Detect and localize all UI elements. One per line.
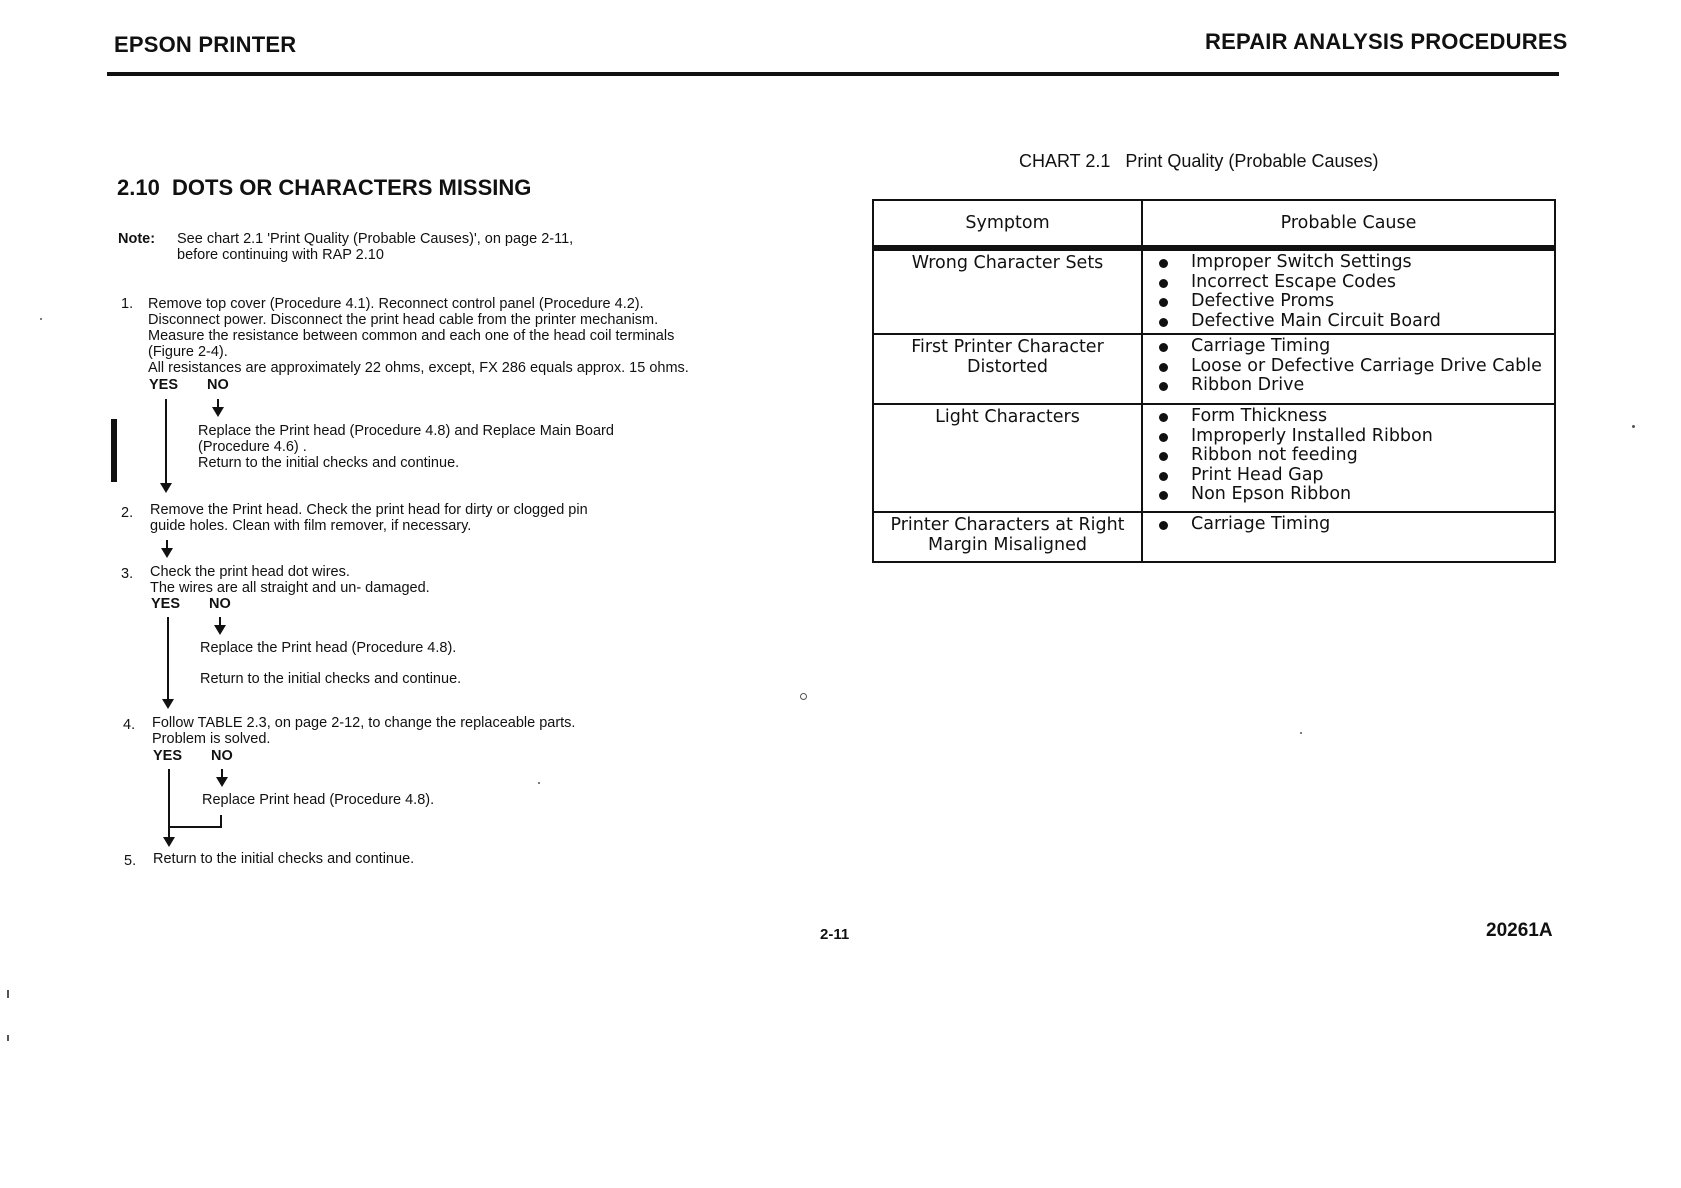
- step-3-no-text-2: Return to the initial checks and continue.: [200, 671, 462, 687]
- scan-speck: [7, 990, 9, 998]
- step-1-number: 1.: [121, 296, 134, 312]
- cause-item: Carriage Timing: [1159, 337, 1548, 357]
- step-1-no-arrow: [212, 407, 224, 417]
- bullet-icon: [1159, 521, 1168, 530]
- bullet-icon: [1159, 279, 1168, 288]
- bullet-icon: [1159, 472, 1168, 481]
- step-4-no: NO: [211, 748, 233, 764]
- bullet-icon: [1159, 452, 1168, 461]
- symptom-header: Symptom: [873, 200, 1142, 248]
- cause-cell: [1142, 404, 1555, 512]
- symptom-cell: Light Characters: [873, 404, 1142, 512]
- step-3-yes-line: [167, 617, 169, 700]
- cause-cell: [1142, 334, 1555, 404]
- cause-cell: [1142, 248, 1555, 334]
- header-right: REPAIR ANALYSIS PROCEDURES: [1205, 29, 1568, 54]
- step-1-yes-arrow: [160, 483, 172, 493]
- print-quality-chart: [872, 199, 1556, 563]
- bullet-icon: [1159, 433, 1168, 442]
- table-row: [873, 248, 1555, 334]
- step-3-yes-arrow: [162, 699, 174, 709]
- page-number: 2-11: [820, 926, 850, 943]
- chart-caption: CHART 2.1 Print Quality (Probable Causes): [1019, 151, 1379, 171]
- table-row: [873, 512, 1555, 562]
- cause-item: Defective Proms: [1159, 292, 1548, 312]
- probable-cause-header: Probable Cause: [1142, 200, 1555, 248]
- step-1-no: NO: [207, 377, 229, 393]
- step-1-yes-line: [165, 399, 167, 484]
- cause-item: Print Head Gap: [1159, 466, 1548, 486]
- scan-speck: [1632, 425, 1635, 428]
- table-row: [873, 334, 1555, 404]
- scan-speck: [800, 693, 807, 700]
- symptom-cell: Wrong Character Sets: [873, 248, 1142, 334]
- note-text: See chart 2.1 'Print Quality (Probable Causes)', on page 2-11, before continuing with RAP 2.10: [177, 231, 574, 263]
- step-3-text: Check the print head dot wires. The wires are all straight and un- damaged.: [150, 564, 430, 596]
- bullet-icon: [1159, 318, 1168, 327]
- step-3-yes: YES: [151, 596, 181, 612]
- step-5-number: 5.: [124, 853, 137, 869]
- cause-item: Ribbon not feeding: [1159, 446, 1548, 466]
- step-5-text: Return to the initial checks and continue.: [153, 851, 415, 867]
- table-row: [873, 404, 1555, 512]
- step-3-no-arrow: [214, 625, 226, 635]
- step-2-arrow: [161, 548, 173, 558]
- step-4-text: Follow TABLE 2.3, on page 2-12, to change the replaceable parts. Problem is solved.: [152, 715, 576, 747]
- bullet-icon: [1159, 491, 1168, 500]
- cause-item: Improper Switch Settings: [1159, 253, 1548, 273]
- step-3-no-text-1: Replace the Print head (Procedure 4.8).: [200, 640, 457, 656]
- step-3-number: 3.: [121, 566, 134, 582]
- step-2-text: Remove the Print head. Check the print head for dirty or clogged pin guide holes. Clean with film remover, if necessary.: [150, 502, 588, 534]
- step-2-number: 2.: [121, 505, 134, 521]
- step-4-no-arrow: [216, 777, 228, 787]
- scan-speck: [7, 1035, 9, 1041]
- bullet-icon: [1159, 298, 1168, 307]
- change-bar: [111, 419, 117, 482]
- step-4-return-join: [168, 826, 222, 828]
- step-4-number: 4.: [123, 717, 136, 733]
- cause-item: Incorrect Escape Codes: [1159, 273, 1548, 293]
- bullet-icon: [1159, 343, 1168, 352]
- bullet-icon: [1159, 259, 1168, 268]
- step-1-text: Remove top cover (Procedure 4.1). Reconnect control panel (Procedure 4.2). Disconnect power. Disconnect the print head cable from the printer mechanism. Measure the resistance between common and each one of the head coil terminals (Figure 2-4). All resistances are approximately 22 ohms, except, FX 286 equals approx. 15 ohms.: [148, 296, 689, 376]
- cause-cell: [1142, 512, 1555, 562]
- symptom-cell: First Printer Character Distorted: [873, 334, 1142, 404]
- document-id: 20261A: [1486, 920, 1553, 941]
- header-rule: [107, 72, 1559, 76]
- bullet-icon: [1159, 382, 1168, 391]
- step-1-yes: YES: [149, 377, 179, 393]
- cause-item: Carriage Timing: [1159, 515, 1548, 535]
- chart-header-row: [873, 200, 1555, 248]
- scan-speck: [40, 318, 42, 320]
- cause-item: Ribbon Drive: [1159, 376, 1548, 396]
- scan-speck: [538, 782, 540, 784]
- bullet-icon: [1159, 413, 1168, 422]
- cause-item: Defective Main Circuit Board: [1159, 312, 1548, 332]
- bullet-icon: [1159, 363, 1168, 372]
- step-4-yes: YES: [153, 748, 183, 764]
- step-4-yes-arrow: [163, 837, 175, 847]
- cause-item: Non Epson Ribbon: [1159, 485, 1548, 505]
- section-title: 2.10 DOTS OR CHARACTERS MISSING: [117, 175, 532, 200]
- note-label: Note:: [118, 231, 156, 247]
- cause-item: Form Thickness: [1159, 407, 1548, 427]
- header-left: EPSON PRINTER: [114, 32, 297, 57]
- step-1-no-text: Replace the Print head (Procedure 4.8) and Replace Main Board (Procedure 4.6) . Return to the initial checks and continue.: [198, 423, 614, 471]
- symptom-cell: Printer Characters at Right Margin Misaligned: [873, 512, 1142, 562]
- cause-item: Loose or Defective Carriage Drive Cable: [1159, 357, 1548, 377]
- scan-speck: [1300, 732, 1302, 734]
- step-3-no: NO: [209, 596, 231, 612]
- cause-item: Improperly Installed Ribbon: [1159, 427, 1548, 447]
- step-4-no-text: Replace Print head (Procedure 4.8).: [202, 792, 435, 808]
